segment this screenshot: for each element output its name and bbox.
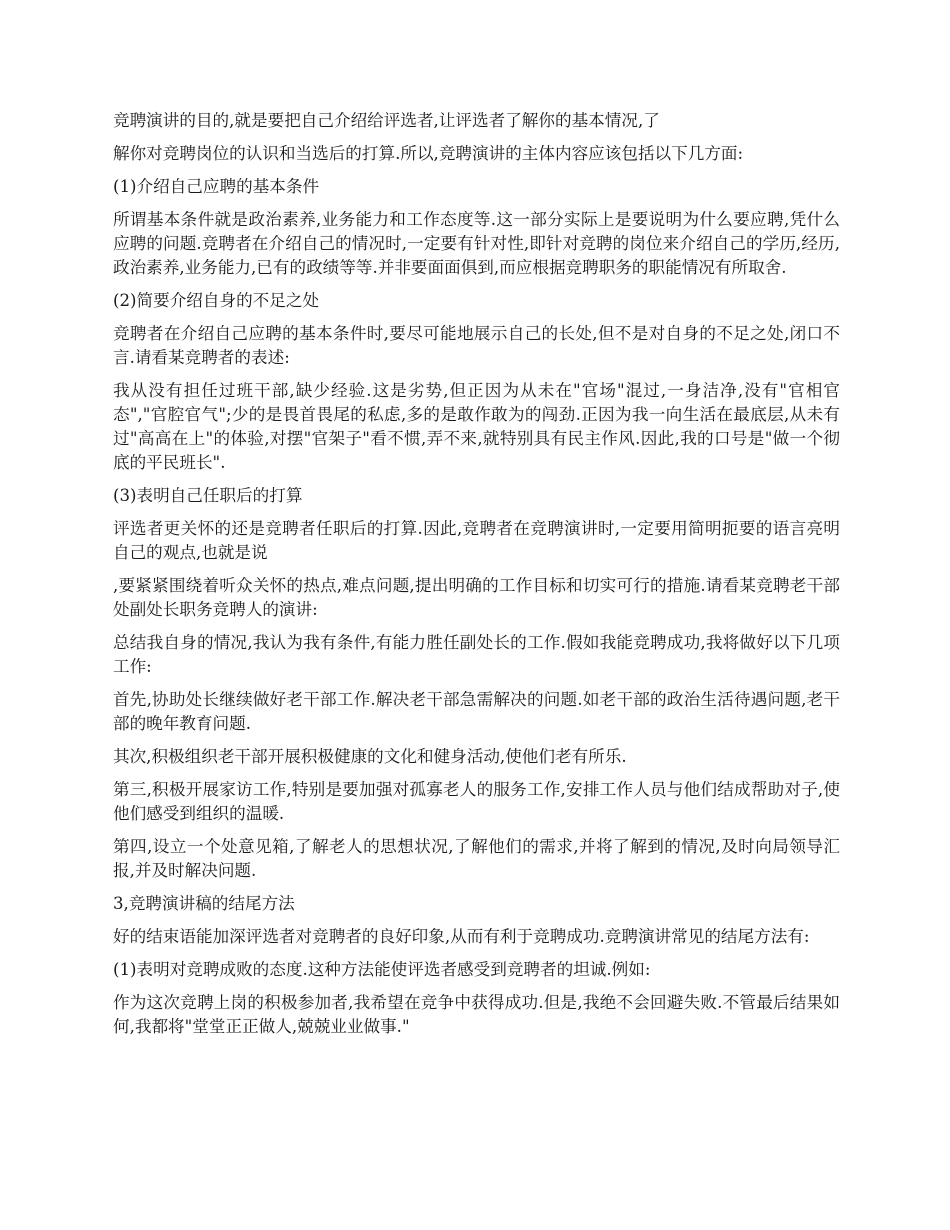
section-heading-3: (3)表明自己任职后的打算 [113, 486, 303, 505]
paragraph-ending-intro: 好的结束语能加深评选者对竞聘者的良好印象,从而有利于竞聘成功.竞聘演讲常见的结尾方法有: [113, 927, 810, 946]
section-heading-2: (2)简要介绍自身的不足之处 [113, 291, 320, 310]
paragraph-third: 第三,积极开展家访工作,特别是要加强对孤寡老人的服务工作,安排工作人员与他们结成帮助对子,使他们感受到组织的温暖. [113, 780, 840, 823]
section-heading-ending: 3,竞聘演讲稿的结尾方法 [113, 894, 295, 913]
document-page [113, 109, 840, 1048]
paragraph-first: 首先,协助处长继续做好老干部工作.解决老干部急需解决的问题.如老干部的政治生活待遇问题,老干部的晚年教育问题. [113, 690, 840, 733]
paragraph-plans: 评选者更关怀的还是竞聘者任职后的打算.因此,竞聘者在竞聘演讲时,一定要用简明扼要的语言亮明自己的观点,也就是说 [113, 519, 840, 562]
paragraph-second: 其次,积极组织老干部开展积极健康的文化和健身活动,使他们老有所乐. [113, 747, 627, 766]
paragraph-fourth: 第四,设立一个处意见箱,了解老人的思想状况,了解他们的需求,并将了解到的情况,及时向局领导汇报,并及时解决问题. [113, 837, 840, 880]
paragraph-basic-conditions: 所谓基本条件就是政治素养,业务能力和工作态度等.这一部分实际上是要说明为什么要应聘,凭什么应聘的问题.竞聘者在介绍自己的情况时,一定要有针对性,即针对竞聘的岗位来介绍自己的学历,经历,政治素养,业务能力,已有的政绩等等.并非要面面俱到,而应根据竞聘职务的职能情况有所取舍. [113, 210, 840, 277]
paragraph-shortcomings: 竞聘者在介绍自己应聘的基本条件时,要尽可能地展示自己的长处,但不是对自身的不足之处,闭口不言.请看某竞聘者的表述: [113, 324, 840, 367]
paragraph-example-1: 我从没有担任过班干部,缺少经验.这是劣势,但正因为从未在"官场"混过,一身洁净,没有"官相官态","官腔官气";少的是畏首畏尾的私虑,多的是敢作敢为的闯劲.正因为我一向生活在最底层,从未有过"高高在上"的体验,对摆"官架子"看不惯,弄不来,就特别具有民主作风.因此,我的口号是"做一个彻底的平民班长". [113, 381, 840, 472]
paragraph-example-2: 总结我自身的情况,我认为我有条件,有能力胜任副处长的工作.假如我能竞聘成功,我将做好以下几项工作: [113, 633, 840, 676]
paragraph-plans-continued: ,要紧紧围绕着听众关怀的热点,难点问题,提出明确的工作目标和切实可行的措施.请看某竞聘老干部处副处长职务竞聘人的演讲: [113, 576, 840, 619]
paragraph-ending-method-1: (1)表明对竞聘成败的态度.这种方法能使评选者感受到竞聘者的坦诚.例如: [113, 960, 651, 979]
section-heading-1: (1)介绍自己应聘的基本条件 [113, 177, 320, 196]
paragraph-intro-1: 竞聘演讲的目的,就是要把自己介绍给评选者,让评选者了解你的基本情况,了 [113, 111, 660, 130]
paragraph-example-3: 作为这次竞聘上岗的积极参加者,我希望在竞争中获得成功.但是,我绝不会回避失败.不管最后结果如何,我都将"堂堂正正做人,兢兢业业做事." [113, 993, 840, 1036]
paragraph-intro-2: 解你对竞聘岗位的认识和当选后的打算.所以,竞聘演讲的主体内容应该包括以下几方面: [113, 144, 744, 163]
